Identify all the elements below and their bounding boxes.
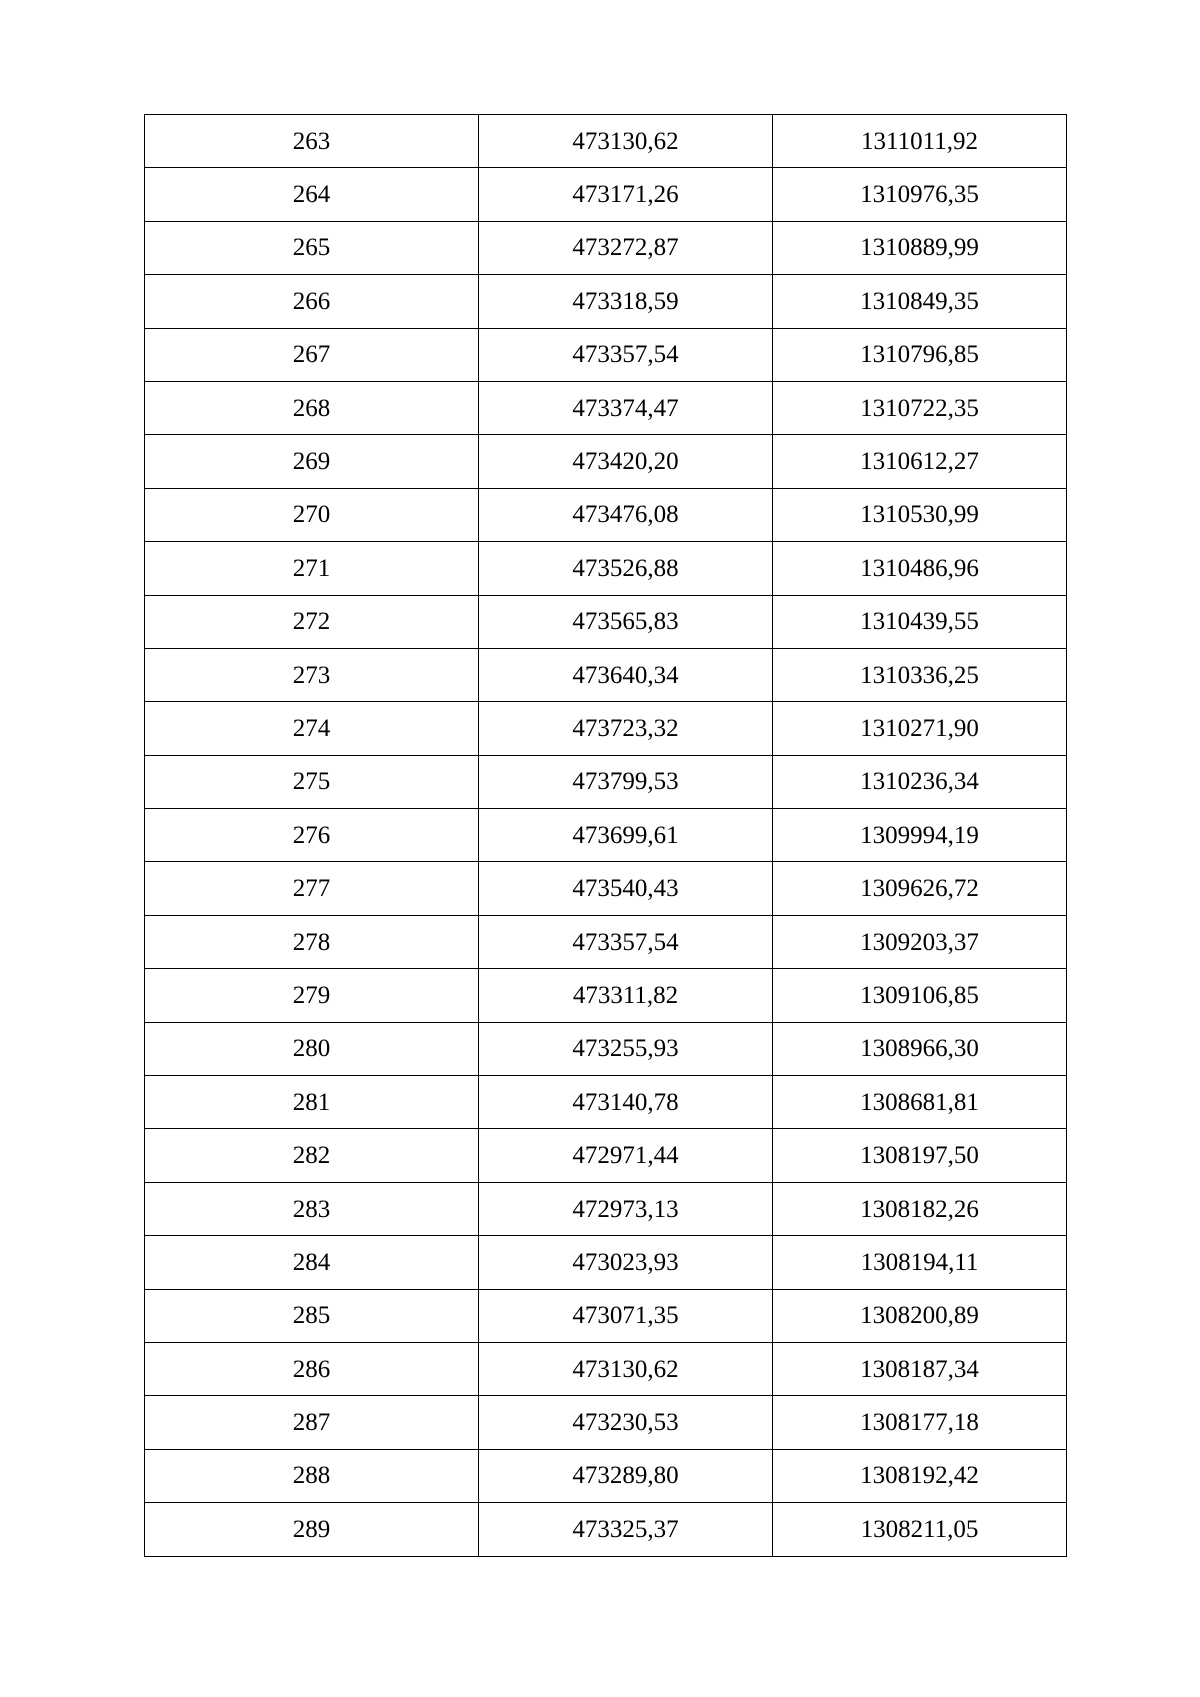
point-number-cell: 283 [145,1182,479,1235]
y-coordinate-cell: 1308192,42 [773,1449,1067,1502]
point-number-cell: 282 [145,1129,479,1182]
table-row [145,221,1067,274]
point-number-cell: 274 [145,702,479,755]
point-number-cell: 275 [145,755,479,808]
table-row [145,1236,1067,1289]
x-coordinate-cell: 473255,93 [479,1022,773,1075]
y-coordinate-cell: 1310530,99 [773,488,1067,541]
table-row [145,115,1067,168]
y-coordinate-cell: 1310849,35 [773,275,1067,328]
x-coordinate-cell: 473420,20 [479,435,773,488]
point-number-cell: 287 [145,1396,479,1449]
point-number-cell: 267 [145,328,479,381]
table-row [145,648,1067,701]
x-coordinate-cell: 473318,59 [479,275,773,328]
y-coordinate-cell: 1308194,11 [773,1236,1067,1289]
table-row [145,275,1067,328]
table-row [145,381,1067,434]
y-coordinate-cell: 1310612,27 [773,435,1067,488]
point-number-cell: 271 [145,542,479,595]
y-coordinate-cell: 1309994,19 [773,809,1067,862]
x-coordinate-cell: 473289,80 [479,1449,773,1502]
point-number-cell: 288 [145,1449,479,1502]
y-coordinate-cell: 1310486,96 [773,542,1067,595]
table-row [145,1396,1067,1449]
x-coordinate-cell: 473476,08 [479,488,773,541]
table-row [145,1129,1067,1182]
y-coordinate-cell: 1308182,26 [773,1182,1067,1235]
y-coordinate-cell: 1308966,30 [773,1022,1067,1075]
x-coordinate-cell: 473140,78 [479,1076,773,1129]
x-coordinate-cell: 473325,37 [479,1503,773,1556]
y-coordinate-cell: 1310722,35 [773,381,1067,434]
x-coordinate-cell: 473071,35 [479,1289,773,1342]
point-number-cell: 264 [145,168,479,221]
point-number-cell: 281 [145,1076,479,1129]
coordinates-table-body [145,115,1067,1557]
point-number-cell: 280 [145,1022,479,1075]
point-number-cell: 289 [145,1503,479,1556]
y-coordinate-cell: 1309203,37 [773,915,1067,968]
table-row [145,435,1067,488]
table-row [145,1182,1067,1235]
y-coordinate-cell: 1310439,55 [773,595,1067,648]
x-coordinate-cell: 473357,54 [479,915,773,968]
table-row [145,702,1067,755]
table-row [145,1503,1067,1556]
x-coordinate-cell: 473526,88 [479,542,773,595]
x-coordinate-cell: 473374,47 [479,381,773,434]
y-coordinate-cell: 1308187,34 [773,1342,1067,1395]
x-coordinate-cell: 473130,62 [479,1342,773,1395]
point-number-cell: 277 [145,862,479,915]
point-number-cell: 278 [145,915,479,968]
table-row [145,1289,1067,1342]
x-coordinate-cell: 473171,26 [479,168,773,221]
x-coordinate-cell: 473565,83 [479,595,773,648]
table-row [145,168,1067,221]
x-coordinate-cell: 472971,44 [479,1129,773,1182]
table-row [145,755,1067,808]
table-row [145,1076,1067,1129]
y-coordinate-cell: 1308681,81 [773,1076,1067,1129]
y-coordinate-cell: 1308197,50 [773,1129,1067,1182]
y-coordinate-cell: 1309106,85 [773,969,1067,1022]
table-row [145,328,1067,381]
point-number-cell: 268 [145,381,479,434]
table-row [145,542,1067,595]
x-coordinate-cell: 473357,54 [479,328,773,381]
table-row [145,1022,1067,1075]
y-coordinate-cell: 1310336,25 [773,648,1067,701]
point-number-cell: 272 [145,595,479,648]
point-number-cell: 286 [145,1342,479,1395]
table-row [145,969,1067,1022]
y-coordinate-cell: 1310236,34 [773,755,1067,808]
y-coordinate-cell: 1310796,85 [773,328,1067,381]
y-coordinate-cell: 1308211,05 [773,1503,1067,1556]
point-number-cell: 269 [145,435,479,488]
point-number-cell: 284 [145,1236,479,1289]
point-number-cell: 285 [145,1289,479,1342]
y-coordinate-cell: 1310889,99 [773,221,1067,274]
table-row [145,1449,1067,1502]
table-row [145,862,1067,915]
coordinates-table [144,114,1067,1557]
table-row [145,1342,1067,1395]
x-coordinate-cell: 473540,43 [479,862,773,915]
x-coordinate-cell: 472973,13 [479,1182,773,1235]
table-row [145,915,1067,968]
point-number-cell: 276 [145,809,479,862]
table-row [145,809,1067,862]
point-number-cell: 265 [145,221,479,274]
point-number-cell: 263 [145,115,479,168]
y-coordinate-cell: 1308200,89 [773,1289,1067,1342]
coordinates-table-container [144,114,1066,1557]
y-coordinate-cell: 1308177,18 [773,1396,1067,1449]
x-coordinate-cell: 473230,53 [479,1396,773,1449]
x-coordinate-cell: 473640,34 [479,648,773,701]
y-coordinate-cell: 1311011,92 [773,115,1067,168]
x-coordinate-cell: 473023,93 [479,1236,773,1289]
point-number-cell: 266 [145,275,479,328]
x-coordinate-cell: 473799,53 [479,755,773,808]
y-coordinate-cell: 1309626,72 [773,862,1067,915]
y-coordinate-cell: 1310976,35 [773,168,1067,221]
x-coordinate-cell: 473723,32 [479,702,773,755]
y-coordinate-cell: 1310271,90 [773,702,1067,755]
x-coordinate-cell: 473130,62 [479,115,773,168]
x-coordinate-cell: 473272,87 [479,221,773,274]
point-number-cell: 273 [145,648,479,701]
table-row [145,595,1067,648]
point-number-cell: 270 [145,488,479,541]
point-number-cell: 279 [145,969,479,1022]
x-coordinate-cell: 473699,61 [479,809,773,862]
x-coordinate-cell: 473311,82 [479,969,773,1022]
table-row [145,488,1067,541]
